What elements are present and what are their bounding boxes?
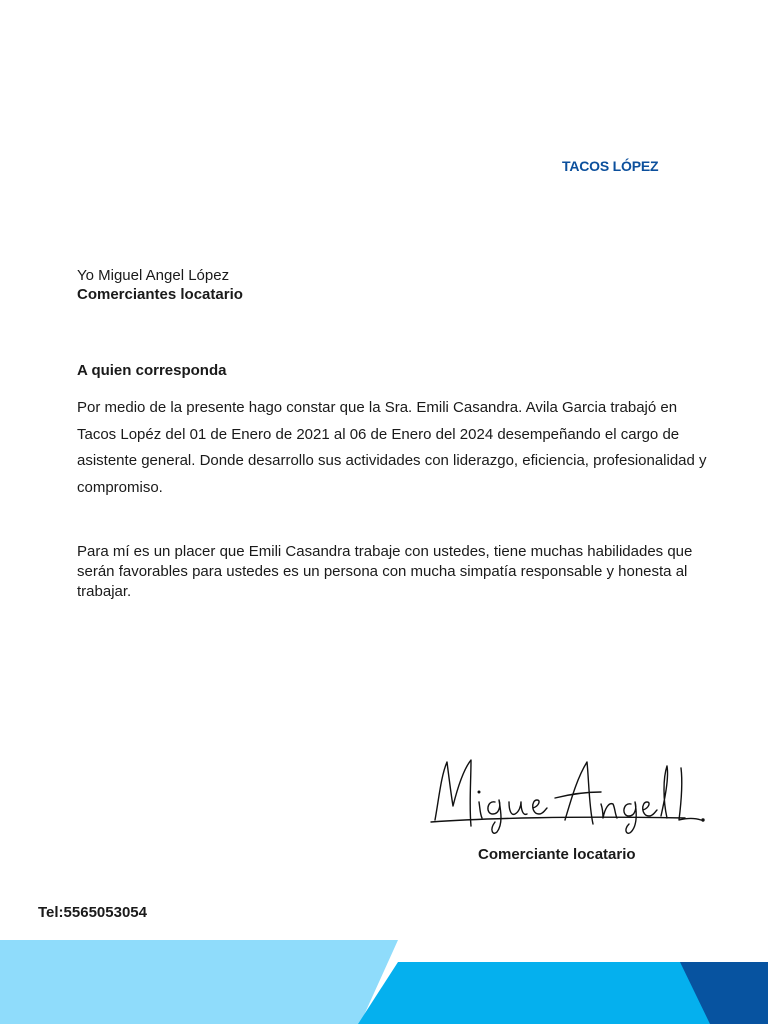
- footer-decoration: [0, 938, 768, 1024]
- handwritten-signature: [425, 748, 705, 838]
- sender-name: Yo Miguel Angel López: [77, 267, 230, 284]
- company-name: TACOS LÓPEZ: [562, 158, 659, 174]
- signature-title: Comerciante locatario: [478, 846, 636, 863]
- phone-number: Tel:5565053054: [38, 904, 147, 921]
- body-paragraph-2: Para mí es un placer que Emili Casandra trabaje con ustedes, tiene muchas habilidades que serán favorables para ustedes es un persona con mucha simpatía responsable y honesta al trabajar.: [77, 543, 693, 600]
- sender-block: [77, 266, 243, 304]
- body-paragraph-1: Por medio de la presente hago constar que la Sra. Emili Casandra. Avila Garcia trabajó en Tacos Lopéz del 01 de Enero de 2021 al 06 de Enero del 2024 desempeñando el cargo de asistente general. Donde desarrollo sus actividades con liderazgo, eficiencia, profesionalidad y compromiso.: [77, 399, 707, 496]
- sender-role: Comerciantes locatario: [77, 286, 243, 303]
- salutation: A quien corresponda: [77, 362, 227, 379]
- footer-light-band: [0, 940, 398, 1024]
